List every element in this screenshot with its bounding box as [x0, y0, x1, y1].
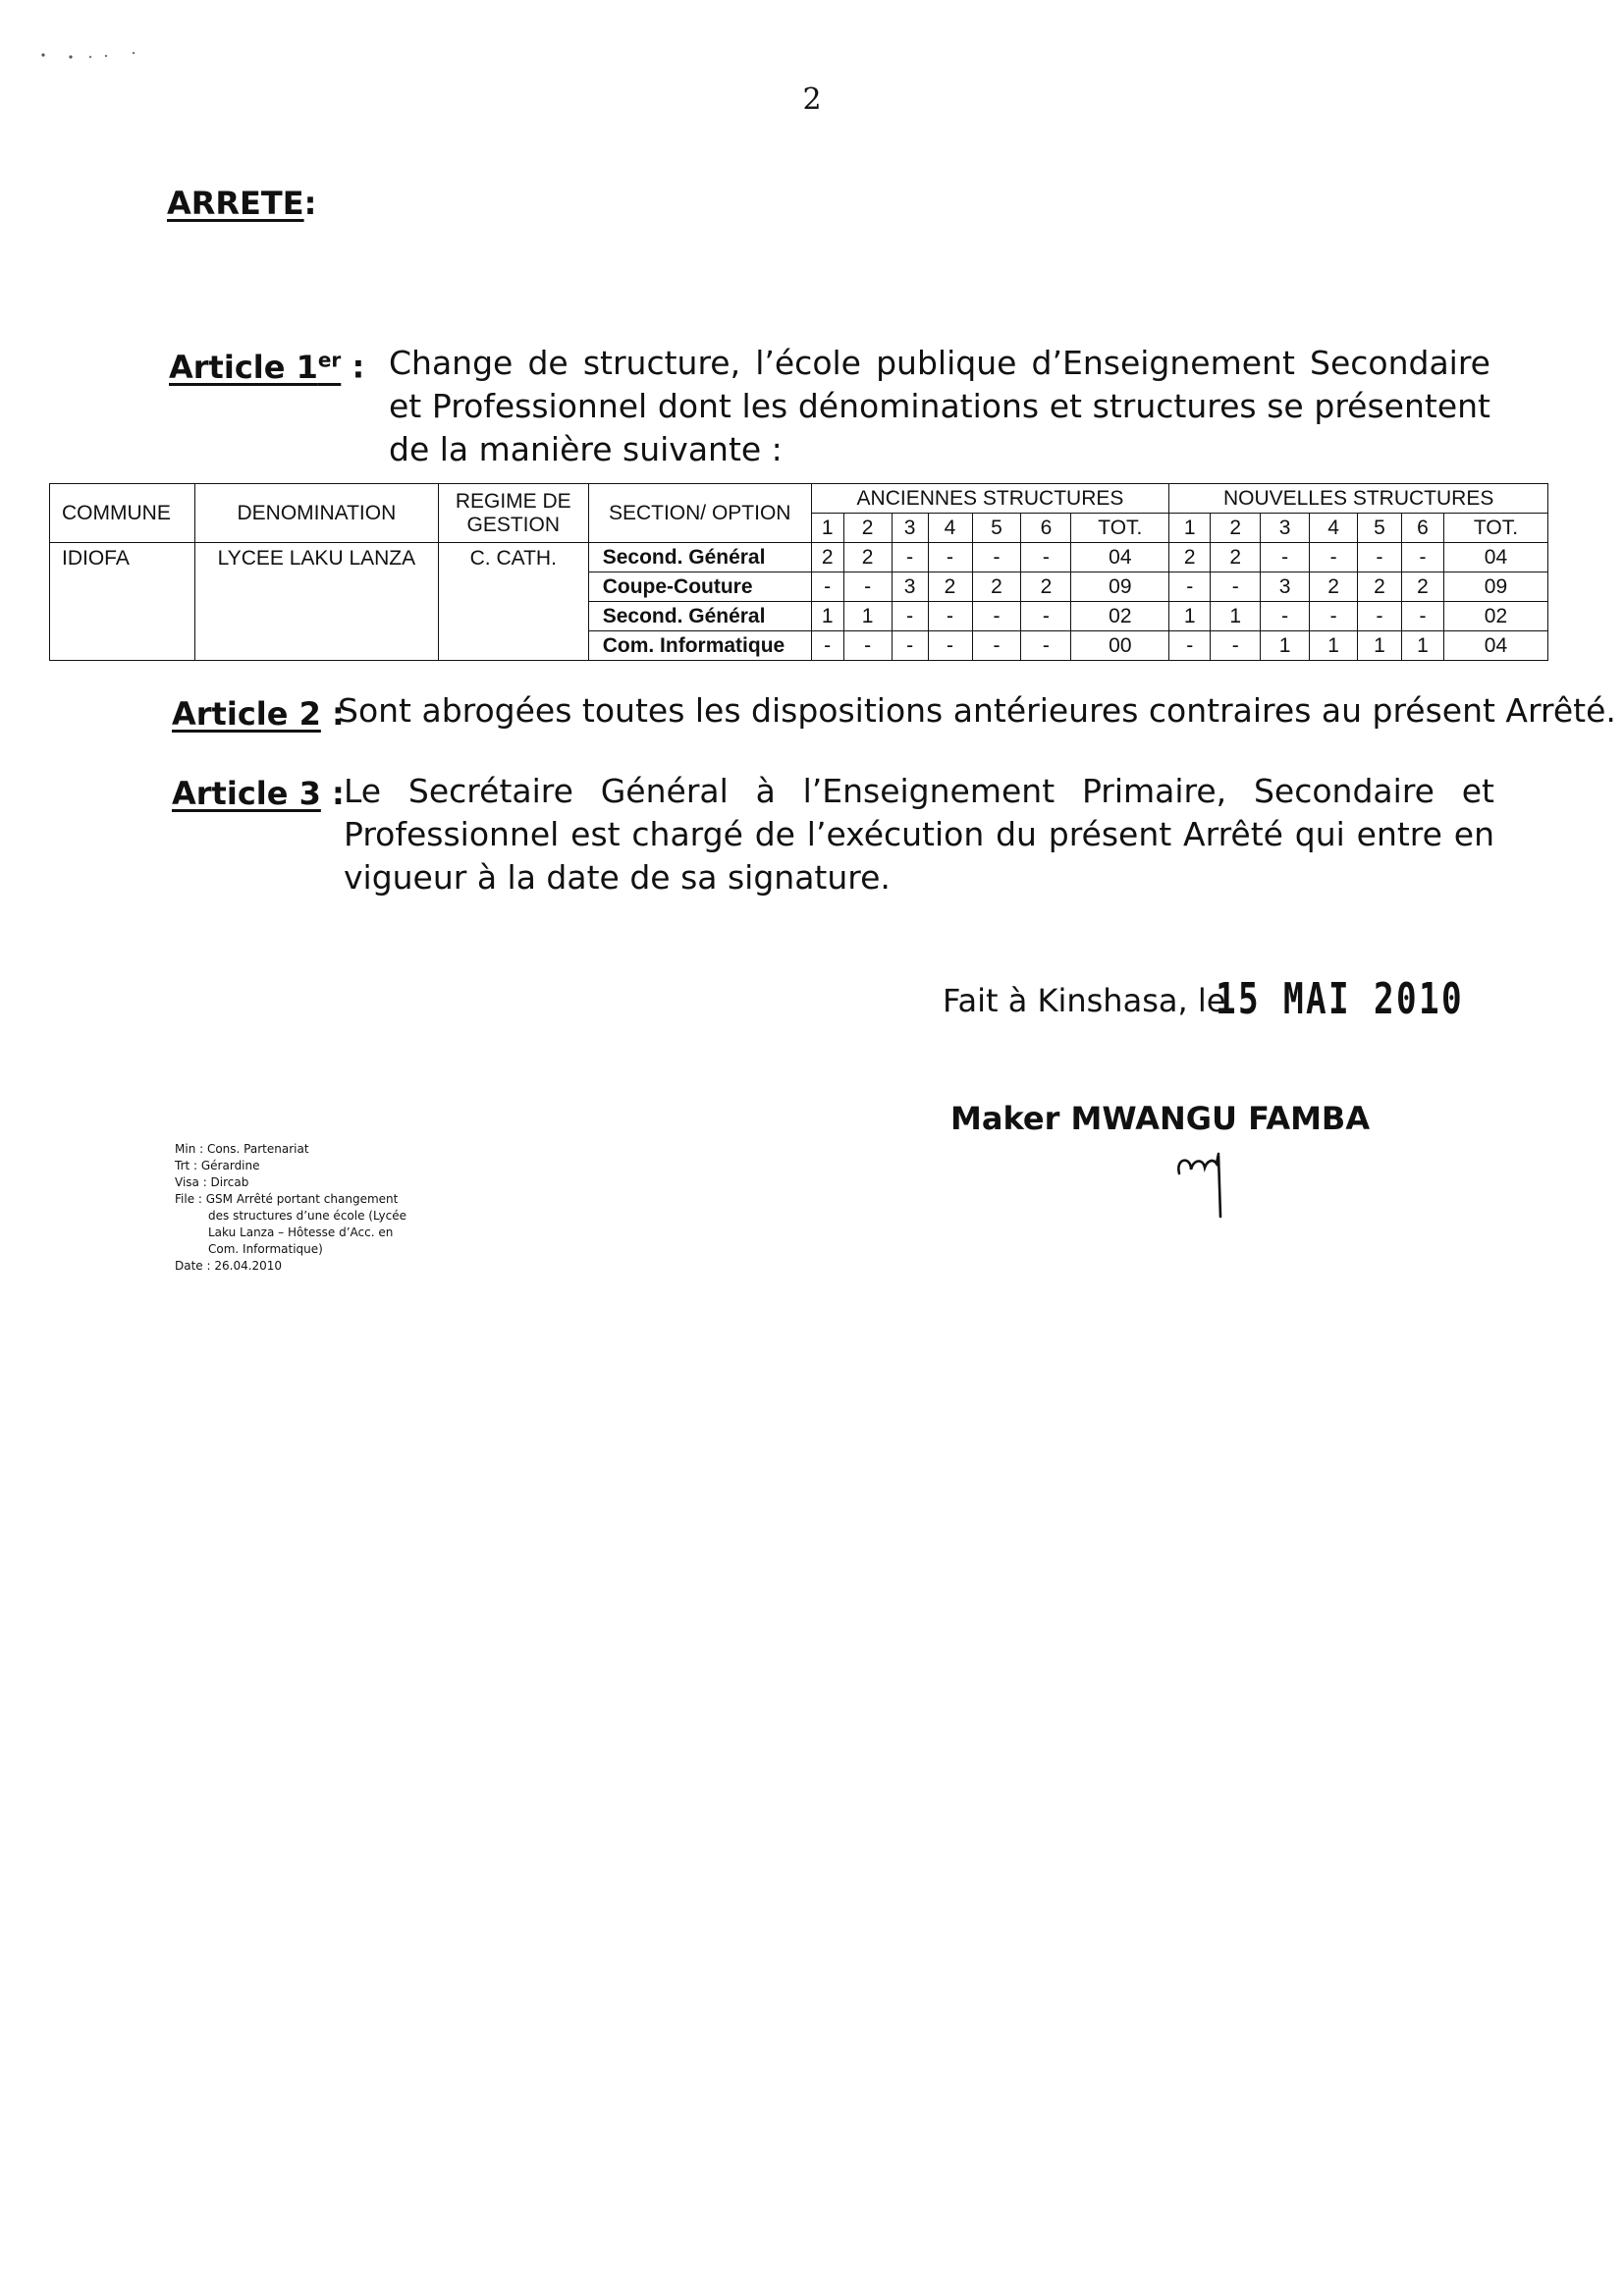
value-cell: - [1169, 631, 1211, 661]
value-cell: 2 [843, 543, 892, 572]
value-cell: 1 [1211, 602, 1261, 631]
header-year: 3 [1261, 514, 1310, 543]
value-cell: 1 [843, 602, 892, 631]
article-1-label-suffix: : [341, 348, 365, 386]
value-cell: 2 [1358, 572, 1402, 602]
article-1-label-text: Article 1 [169, 348, 318, 386]
value-cell: - [1211, 631, 1261, 661]
value-cell: 2 [1211, 543, 1261, 572]
header-year: 5 [1358, 514, 1402, 543]
decree-heading [167, 185, 316, 222]
section-cell: Second. Général [588, 602, 811, 631]
value-cell: 3 [892, 572, 928, 602]
place-line: Fait à Kinshasa, le [943, 982, 1226, 1019]
value-cell: - [1021, 631, 1071, 661]
header-anciennes: ANCIENNES STRUCTURES [811, 484, 1169, 514]
value-cell: - [1402, 602, 1444, 631]
value-cell: - [972, 602, 1021, 631]
value-cell: - [928, 543, 972, 572]
value-cell: 1 [1358, 631, 1402, 661]
header-nouvelles: NOUVELLES STRUCTURES [1169, 484, 1548, 514]
article-2-label [172, 695, 345, 733]
ref-trt: Trt : Gérardine [175, 1159, 260, 1172]
value-cell: - [1310, 602, 1358, 631]
article-2-text: Sont abrogées toutes les dispositions antérieures contraires au présent Arrêté. [338, 691, 1616, 730]
value-cell: - [1358, 543, 1402, 572]
total-cell: 09 [1071, 572, 1169, 602]
value-cell: 2 [1021, 572, 1071, 602]
header-year: 1 [811, 514, 843, 543]
denomination-cell: LYCEE LAKU LANZA [194, 543, 438, 661]
total-cell: 02 [1071, 602, 1169, 631]
signatory-name: Maker MWANGU FAMBA [950, 1100, 1371, 1137]
value-cell: 2 [1310, 572, 1358, 602]
structures-table [49, 483, 1548, 661]
value-cell: - [1169, 572, 1211, 602]
ref-min: Min : Cons. Partenariat [175, 1142, 309, 1156]
value-cell: - [892, 631, 928, 661]
ref-file: Laku Lanza – Hôtesse d’Acc. en [208, 1225, 394, 1239]
article-3-text: Le Secrétaire Général à l’Enseignement Primaire, Secondaire et Professionnel est chargé de l’exécution du présent Arrêté qui entre en vigueur à la date de sa signature. [344, 772, 1494, 897]
page-number: 2 [802, 82, 822, 117]
value-cell: - [1261, 602, 1310, 631]
total-cell: 02 [1443, 602, 1547, 631]
total-cell: 04 [1071, 543, 1169, 572]
ref-file: File : GSM Arrêté portant changement [175, 1192, 399, 1206]
value-cell: 2 [928, 572, 972, 602]
header-year: 4 [928, 514, 972, 543]
value-cell: 1 [1261, 631, 1310, 661]
header-total: TOT. [1071, 514, 1169, 543]
date-stamp: 15 MAI 2010 [1216, 974, 1465, 1024]
header-year: 1 [1169, 514, 1211, 543]
article-1-label [169, 348, 364, 386]
section-cell: Com. Informatique [588, 631, 811, 661]
value-cell: - [1021, 602, 1071, 631]
value-cell: 1 [1402, 631, 1444, 661]
total-cell: 04 [1443, 543, 1547, 572]
value-cell: - [972, 543, 1021, 572]
section-cell: Coupe-Couture [588, 572, 811, 602]
regime-cell: C. CATH. [438, 543, 588, 661]
ref-file: Com. Informatique) [208, 1242, 323, 1256]
reference-block [175, 1141, 406, 1275]
header-denomination: DENOMINATION [194, 484, 438, 543]
ref-date: Date : 26.04.2010 [175, 1259, 283, 1273]
value-cell: 1 [1310, 631, 1358, 661]
article-3-label [172, 775, 345, 812]
value-cell: - [1211, 572, 1261, 602]
value-cell: - [1021, 543, 1071, 572]
heading-suffix: : [303, 185, 317, 222]
header-year: 4 [1310, 514, 1358, 543]
value-cell: 1 [811, 602, 843, 631]
header-commune: COMMUNE [50, 484, 195, 543]
header-year: 3 [892, 514, 928, 543]
value-cell: - [972, 631, 1021, 661]
value-cell: 2 [1402, 572, 1444, 602]
value-cell: - [1310, 543, 1358, 572]
value-cell: - [928, 631, 972, 661]
header-total: TOT. [1443, 514, 1547, 543]
section-cell: Second. Général [588, 543, 811, 572]
article-2-label-text: Article 2 [172, 695, 321, 733]
table-row [50, 543, 1548, 572]
value-cell: - [1358, 602, 1402, 631]
header-year: 2 [1211, 514, 1261, 543]
header-section: SECTION/ OPTION [588, 484, 811, 543]
value-cell: - [892, 602, 928, 631]
article-1-text: Change de structure, l’école publique d’Enseignement Secondaire et Professionnel dont les dénominations et structures se présentent de la manière suivante : [389, 344, 1490, 468]
value-cell: - [811, 631, 843, 661]
header-year: 5 [972, 514, 1021, 543]
total-cell: 00 [1071, 631, 1169, 661]
signature-mark [1173, 1144, 1242, 1226]
article-2-label-suffix: : [320, 695, 345, 733]
value-cell: 2 [1169, 543, 1211, 572]
value-cell: 2 [972, 572, 1021, 602]
header-year: 6 [1021, 514, 1071, 543]
article-3-label-suffix: : [320, 775, 345, 812]
value-cell: - [811, 572, 843, 602]
header-year: 6 [1402, 514, 1444, 543]
value-cell: - [928, 602, 972, 631]
heading-text: ARRETE [167, 185, 304, 222]
value-cell: 1 [1169, 602, 1211, 631]
article-3-label-text: Article 3 [172, 775, 321, 812]
value-cell: - [843, 631, 892, 661]
ref-file: des structures d’une école (Lycée [208, 1209, 407, 1223]
ref-visa: Visa : Dircab [175, 1175, 249, 1189]
commune-cell: IDIOFA [50, 543, 195, 661]
header-year: 2 [843, 514, 892, 543]
total-cell: 09 [1443, 572, 1547, 602]
value-cell: 2 [811, 543, 843, 572]
value-cell: - [892, 543, 928, 572]
value-cell: - [843, 572, 892, 602]
value-cell: - [1261, 543, 1310, 572]
value-cell: 3 [1261, 572, 1310, 602]
scan-specks [39, 47, 147, 71]
total-cell: 04 [1443, 631, 1547, 661]
article-1-label-sup: er [317, 348, 342, 371]
header-regime: REGIME DE GESTION [438, 484, 588, 543]
value-cell: - [1402, 543, 1444, 572]
